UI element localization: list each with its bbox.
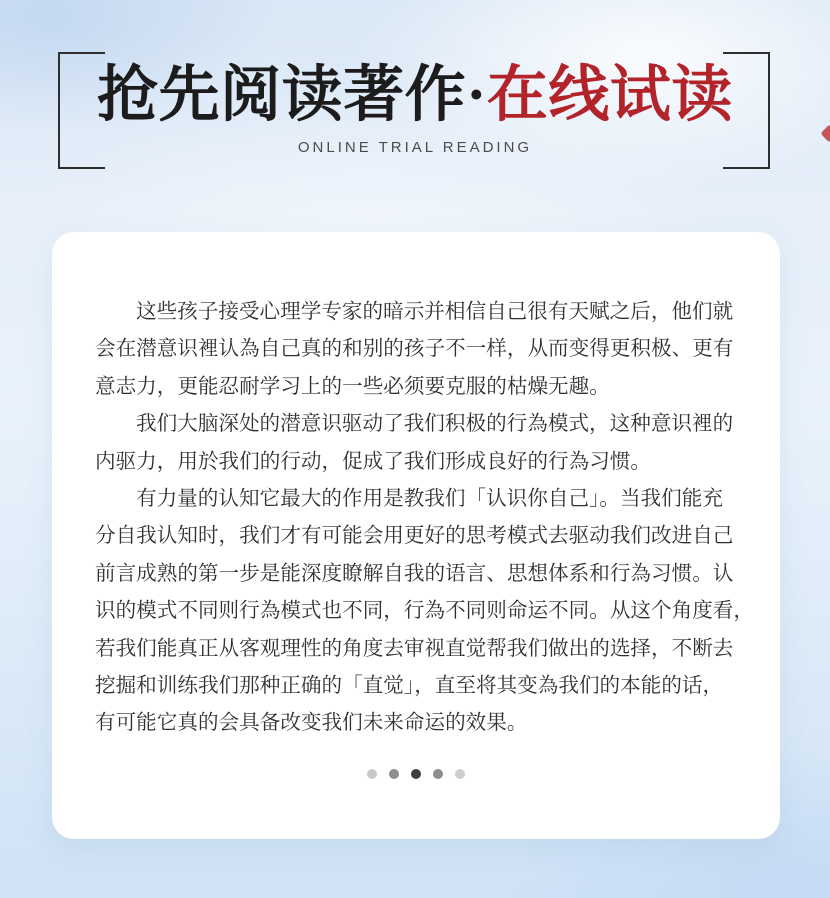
text-line: 有可能它真的会具备改变我们未来命运的效果。: [95, 711, 528, 735]
pagination-dot-3-active[interactable]: [411, 769, 421, 779]
text-line: 有力量的认知它最大的作用是教我们「认识你自己」。当我们能充: [136, 487, 723, 511]
section-title-black: 抢先阅读著作·: [97, 62, 487, 129]
text-line: 内驱力，用於我们的行动，促成了我们形成良好的行為习惯。: [95, 449, 652, 473]
pagination-dot-2[interactable]: [389, 769, 399, 779]
pagination-dot-1[interactable]: [367, 769, 377, 779]
text-line: 挖掘和训练我们那种正确的「直觉」，直至将其变為我们的本能的话，: [95, 674, 724, 698]
text-line: 识的模式不同则行為模式也不同，行為不同则命运不同。从这个角度看，: [95, 599, 754, 623]
text-line: 这些孩子接受心理学专家的暗示并相信自己很有天赋之后，他们就: [136, 300, 734, 323]
text-line: 意志力，更能忍耐学习上的一些必须要克服的枯燥无趣。: [95, 374, 610, 398]
section-title: [0, 60, 830, 132]
trial-reading-text: [52, 232, 780, 742]
section-header: [0, 0, 830, 215]
text-line: 前言成熟的第一步是能深度瞭解自我的语言、思想体系和行為习惯。认: [95, 561, 734, 585]
pagination-dot-4[interactable]: [433, 769, 443, 779]
section-subtitle: ONLINE TRIAL READING: [297, 139, 533, 156]
text-line: 若我们能真正从客观理性的角度去审视直觉帮我们做出的选择，不断去: [95, 636, 734, 660]
section-title-red: 在线试读: [486, 62, 733, 129]
text-line: 我们大脑深处的潜意识驱动了我们积极的行為模式，这种意识裡的: [136, 412, 734, 436]
paragraph-3: [95, 480, 754, 742]
pagination-dot-5[interactable]: [455, 769, 465, 779]
carousel-pagination: [52, 769, 780, 779]
text-line: 会在潜意识裡认為自己真的和别的孩子不一样，从而变得更积极、更有: [95, 337, 734, 361]
paragraph-1: [95, 293, 740, 405]
paragraph-2: [95, 405, 740, 480]
trial-reading-card: [52, 232, 780, 839]
text-line: 分自我认知时，我们才有可能会用更好的思考模式去驱动我们改进自己: [95, 524, 734, 548]
